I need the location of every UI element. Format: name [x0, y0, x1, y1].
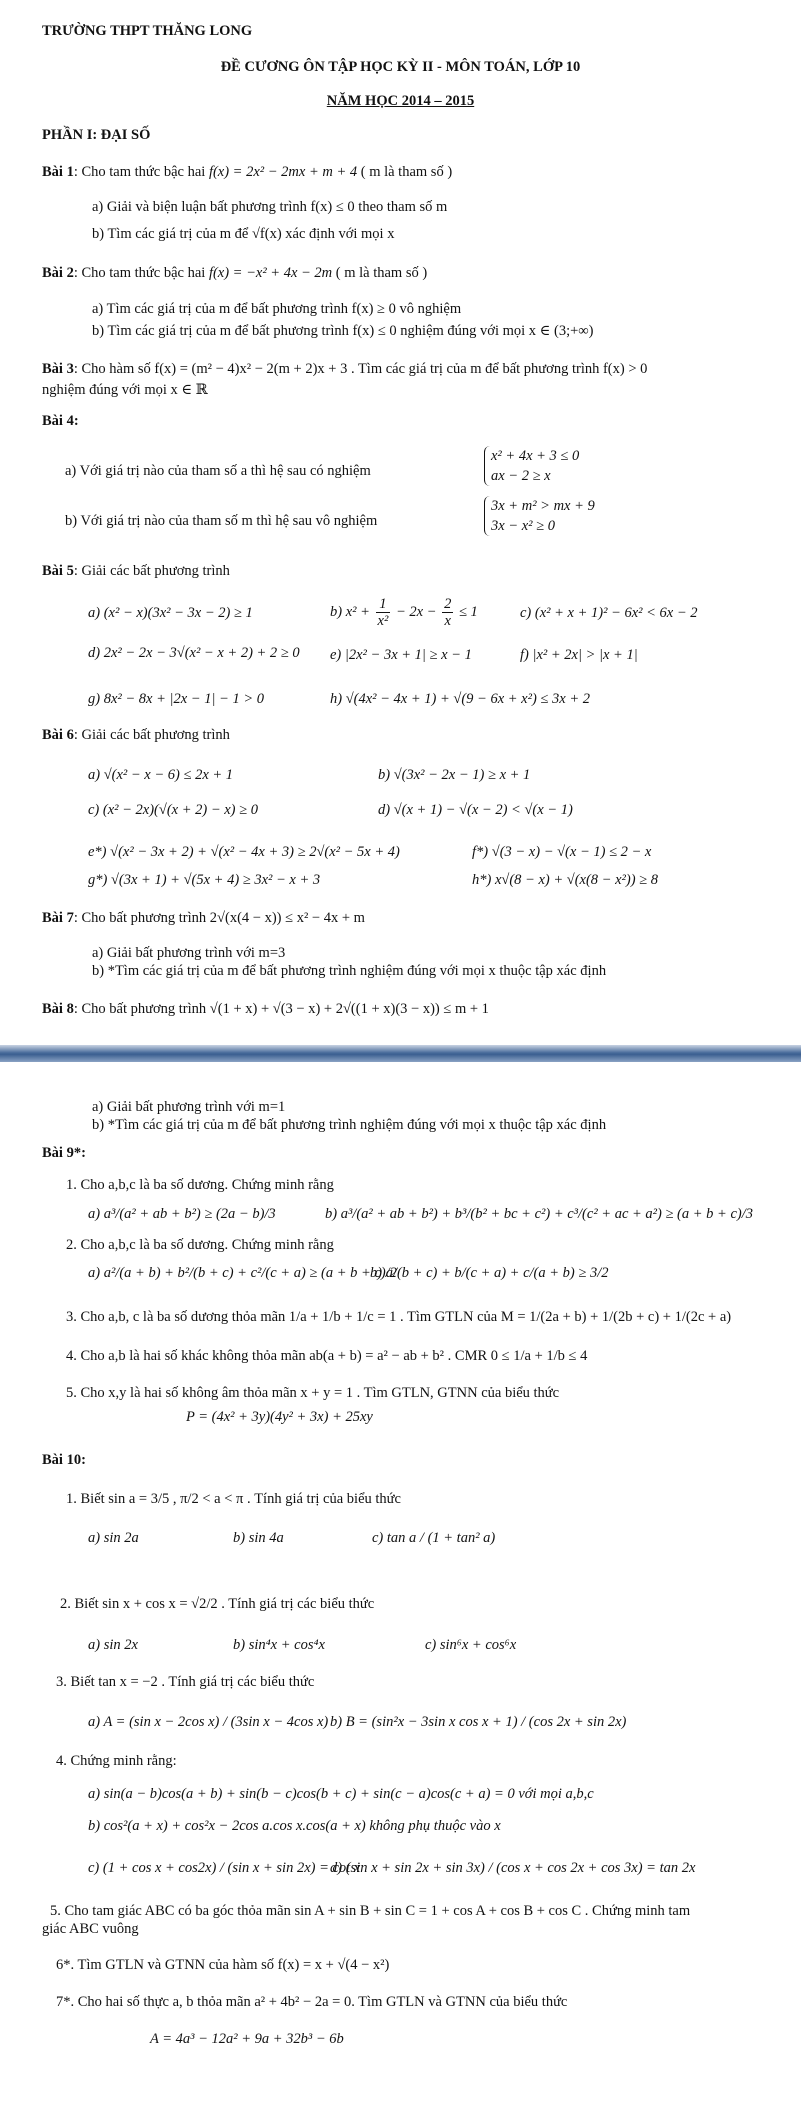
exercise-2b: b) Tìm các giá trị của m để bất phương trình f(x) ≤ 0 nghiệm đúng với mọi x ∈ (3;+∞): [92, 323, 594, 339]
exercise-8b: b) *Tìm các giá trị của m để bất phương trình nghiệm đúng với mọi x thuộc tập xác định: [92, 1117, 607, 1133]
exercise-10-3: 3. Biết tan x = −2 . Tính giá trị các biểu thức: [56, 1674, 315, 1690]
exercise-5b: b) x² + $\frac{1}{\text{x²}}$ − 2x − $\frac{2}{x}$ ≤ 1: [330, 596, 478, 630]
exercise-label: Bài 2: [42, 265, 74, 281]
formula: f(x) = 2x² − 2mx + m + 4: [208, 164, 358, 180]
exercise-9-5: 5. Cho x,y là hai số không âm thỏa mãn x + y = 1 . Tìm GTLN, GTNN của biểu thức: [66, 1385, 560, 1401]
exercise-10-1a: a) sin 2a: [88, 1530, 139, 1546]
exercise-9-2: 2. Cho a,b,c là ba số dương. Chứng minh rằng: [66, 1237, 334, 1253]
exercise-9-3: 3. Cho a,b, c là ba số dương thỏa mãn 1/a + 1/b + 1/c = 1 . Tìm GTLN của M = 1/(2a + b) + 1/(2b + c) + 1/(2c + a): [66, 1309, 732, 1325]
exercise-9-1a: a) a³/(a² + ab + b²) ≥ (2a − b)/3: [88, 1206, 276, 1222]
exercise-label: Bài 3: [42, 361, 74, 377]
exercise-6d: d) √(x + 1) − √(x − 2) < √(x − 1): [378, 802, 573, 818]
exercise-6c: c) (x² − 2x)(√(x + 2) − x) ≥ 0: [88, 802, 258, 818]
exercise-10-5-line2: giác ABC vuông: [42, 1921, 139, 1937]
system-4a: x² + 4x + 3 ≤ 0 ax − 2 ≥ x: [484, 446, 579, 486]
exercise-5e: e) |2x² − 3x + 1| ≥ x − 1: [330, 647, 472, 663]
exercise-10-1b: b) sin 4a: [233, 1530, 284, 1546]
exercise-10-5-line1: 5. Cho tam giác ABC có ba góc thỏa mãn sin A + sin B + sin C = 1 + cos A + cos B + cos C . Chứng minh tam: [50, 1903, 691, 1919]
exercise-6f: f*) √(3 − x) − √(x − 1) ≤ 2 − x: [472, 844, 652, 860]
exercise-label: Bài 7: [42, 910, 74, 926]
page-1: [0, 0, 801, 1045]
exercise-5h: h) √(4x² − 4x + 1) + √(9 − 6x + x²) ≤ 3x + 2: [330, 691, 590, 707]
school-year: NĂM HỌC 2014 – 2015: [326, 93, 475, 109]
exercise-10-4a: a) sin(a − b)cos(a + b) + sin(b − c)cos(b + c) + sin(c − a)cos(c + a) = 0 với mọi a,b,c: [88, 1786, 594, 1802]
exercise-9-2a: a) a²/(a + b) + b²/(b + c) + c²/(c + a) ≥ (a + b + c)/2: [88, 1265, 397, 1281]
exercise-8a: a) Giải bất phương trình với m=1: [92, 1099, 286, 1115]
exercise-10-4d: d) (sin x + sin 2x + sin 3x) / (cos x + cos 2x + cos 3x) = tan 2x: [330, 1860, 696, 1876]
exercise-5d: d) 2x² − 2x − 3√(x² − x + 2) + 2 ≥ 0: [88, 645, 300, 661]
exercise-9-1: 1. Cho a,b,c là ba số dương. Chứng minh rằng: [66, 1177, 334, 1193]
exercise-6e: e*) √(x² − 3x + 2) + √(x² − 4x + 3) ≥ 2√(x² − 5x + 4): [88, 844, 400, 860]
exercise-4a: a) Với giá trị nào của tham số a thì hệ sau có nghiệm: [65, 463, 371, 479]
exercise-10-2a: a) sin 2x: [88, 1637, 138, 1653]
exercise-10-1: 1. Biết sin a = 3/5 , π/2 < a < π . Tính giá trị của biểu thức: [66, 1491, 401, 1507]
exercise-10-1c: c) tan a / (1 + tan² a): [372, 1530, 496, 1546]
exercise-label: Bài 1: [42, 164, 74, 180]
exercise-1b: b) Tìm các giá trị của m để √f(x) xác định với mọi x: [92, 226, 395, 242]
exercise-3-line2: nghiệm đúng với mọi x ∈ ℝ: [42, 382, 208, 398]
exercise-6h: h*) x√(8 − x) + √(x(8 − x²)) ≥ 8: [472, 872, 658, 888]
exercise-10-label: Bài 10:: [42, 1452, 86, 1468]
exercise-10-6: 6*. Tìm GTLN và GTNN của hàm số f(x) = x + √(4 − x²): [56, 1957, 390, 1973]
exercise-10-2b: b) sin⁴x + cos⁴x: [233, 1637, 325, 1653]
exercise-9-4: 4. Cho a,b là hai số khác không thỏa mãn ab(a + b) = a² − ab + b² . CMR 0 ≤ 1/a + 1/b ≤ 4: [66, 1348, 588, 1364]
exercise-2a: a) Tìm các giá trị của m để bất phương trình f(x) ≥ 0 vô nghiệm: [92, 301, 462, 317]
page-2: [0, 1062, 801, 2115]
exercise-7a: a) Giải bất phương trình với m=3: [92, 945, 286, 961]
exercise-10-3b: b) B = (sin²x − 3sin x cos x + 1) / (cos 2x + sin 2x): [330, 1714, 627, 1730]
exercise-9-5-expression: P = (4x² + 3y)(4y² + 3x) + 25xy: [186, 1409, 373, 1425]
exercise-3-line1: Bài 3: Cho hàm số f(x) = (m² − 4)x² − 2(m + 2)x + 3 . Tìm các giá trị của m để bất phương trình f(x) > 0: [42, 361, 648, 377]
document-title: ĐỀ CƯƠNG ÔN TẬP HỌC KỲ II - MÔN TOÁN, LỚP 10: [220, 59, 581, 75]
exercise-5-intro: Bài 5: Giải các bất phương trình: [42, 563, 230, 579]
formula: f(x) = −x² + 4x − 2m: [208, 265, 333, 281]
exercise-5f: f) |x² + 2x| > |x + 1|: [520, 647, 638, 663]
exercise-4b: b) Với giá trị nào của tham số m thì hệ sau vô nghiệm: [65, 513, 378, 529]
exercise-10-7-expression: A = 4a³ − 12a² + 9a + 32b³ − 6b: [150, 2031, 344, 2047]
exercise-2-intro: Bài 2: Cho tam thức bậc hai f(x) = −x² + 4x − 2m ( m là tham số ): [42, 265, 428, 281]
exercise-10-4: 4. Chứng minh rằng:: [56, 1753, 177, 1769]
exercise-7-intro: Bài 7: Cho bất phương trình 2√(x(4 − x)) ≤ x² − 4x + m: [42, 910, 365, 926]
exercise-5a: a) (x² − x)(3x² − 3x − 2) ≥ 1: [88, 605, 253, 621]
school-name: TRƯỜNG THPT THĂNG LONG: [42, 23, 253, 39]
part-heading: PHẦN I: ĐẠI SỐ: [42, 127, 151, 143]
exercise-6a: a) √(x² − x − 6) ≤ 2x + 1: [88, 767, 234, 783]
exercise-7b: b) *Tìm các giá trị của m để bất phương trình nghiệm đúng với mọi x thuộc tập xác định: [92, 963, 607, 979]
exercise-5g: g) 8x² − 8x + |2x − 1| − 1 > 0: [88, 691, 265, 707]
exercise-10-4c: c) (1 + cos x + cos2x) / (sin x + sin 2x) = cot x: [88, 1860, 361, 1876]
exercise-5c: c) (x² + x + 1)² − 6x² < 6x − 2: [520, 605, 698, 621]
exercise-8-intro: Bài 8: Cho bất phương trình √(1 + x) + √(3 − x) + 2√((1 + x)(3 − x)) ≤ m + 1: [42, 1001, 489, 1017]
exercise-9-label: Bài 9*:: [42, 1145, 86, 1161]
page-separator: [0, 1045, 801, 1062]
exercise-label: Bài 8: [42, 1001, 74, 1017]
exercise-4-label: Bài 4:: [42, 413, 79, 429]
exercise-10-2: 2. Biết sin x + cos x = √2/2 . Tính giá trị các biểu thức: [60, 1596, 375, 1612]
exercise-6-intro: Bài 6: Giải các bất phương trình: [42, 727, 230, 743]
exercise-label: Bài 5: [42, 563, 74, 579]
exercise-10-2c: c) sin⁶x + cos⁶x: [425, 1637, 517, 1653]
exercise-1a: a) Giải và biện luận bất phương trình f(x) ≤ 0 theo tham số m: [92, 199, 448, 215]
exercise-10-3a: a) A = (sin x − 2cos x) / (3sin x − 4cos x): [88, 1714, 329, 1730]
exercise-6g: g*) √(3x + 1) + √(5x + 4) ≥ 3x² − x + 3: [88, 872, 321, 888]
exercise-1-intro: Bài 1: Cho tam thức bậc hai f(x) = 2x² − 2mx + m + 4 ( m là tham số ): [42, 164, 453, 180]
exercise-6b: b) √(3x² − 2x − 1) ≥ x + 1: [378, 767, 531, 783]
exercise-9-1b: b) a³/(a² + ab + b²) + b³/(b² + bc + c²) + c³/(c² + ac + a²) ≥ (a + b + c)/3: [325, 1206, 753, 1222]
exercise-9-2b: b) a/(b + c) + b/(c + a) + c/(a + b) ≥ 3/2: [370, 1265, 609, 1281]
exercise-10-4b: b) cos²(a + x) + cos²x − 2cos a.cos x.cos(a + x) không phụ thuộc vào x: [88, 1818, 501, 1834]
system-4b: 3x + m² > mx + 9 3x − x² ≥ 0: [484, 496, 595, 536]
exercise-10-7: 7*. Cho hai số thực a, b thỏa mãn a² + 4b² − 2a = 0. Tìm GTLN và GTNN của biểu thức: [56, 1994, 568, 2010]
exercise-label: Bài 6: [42, 727, 74, 743]
